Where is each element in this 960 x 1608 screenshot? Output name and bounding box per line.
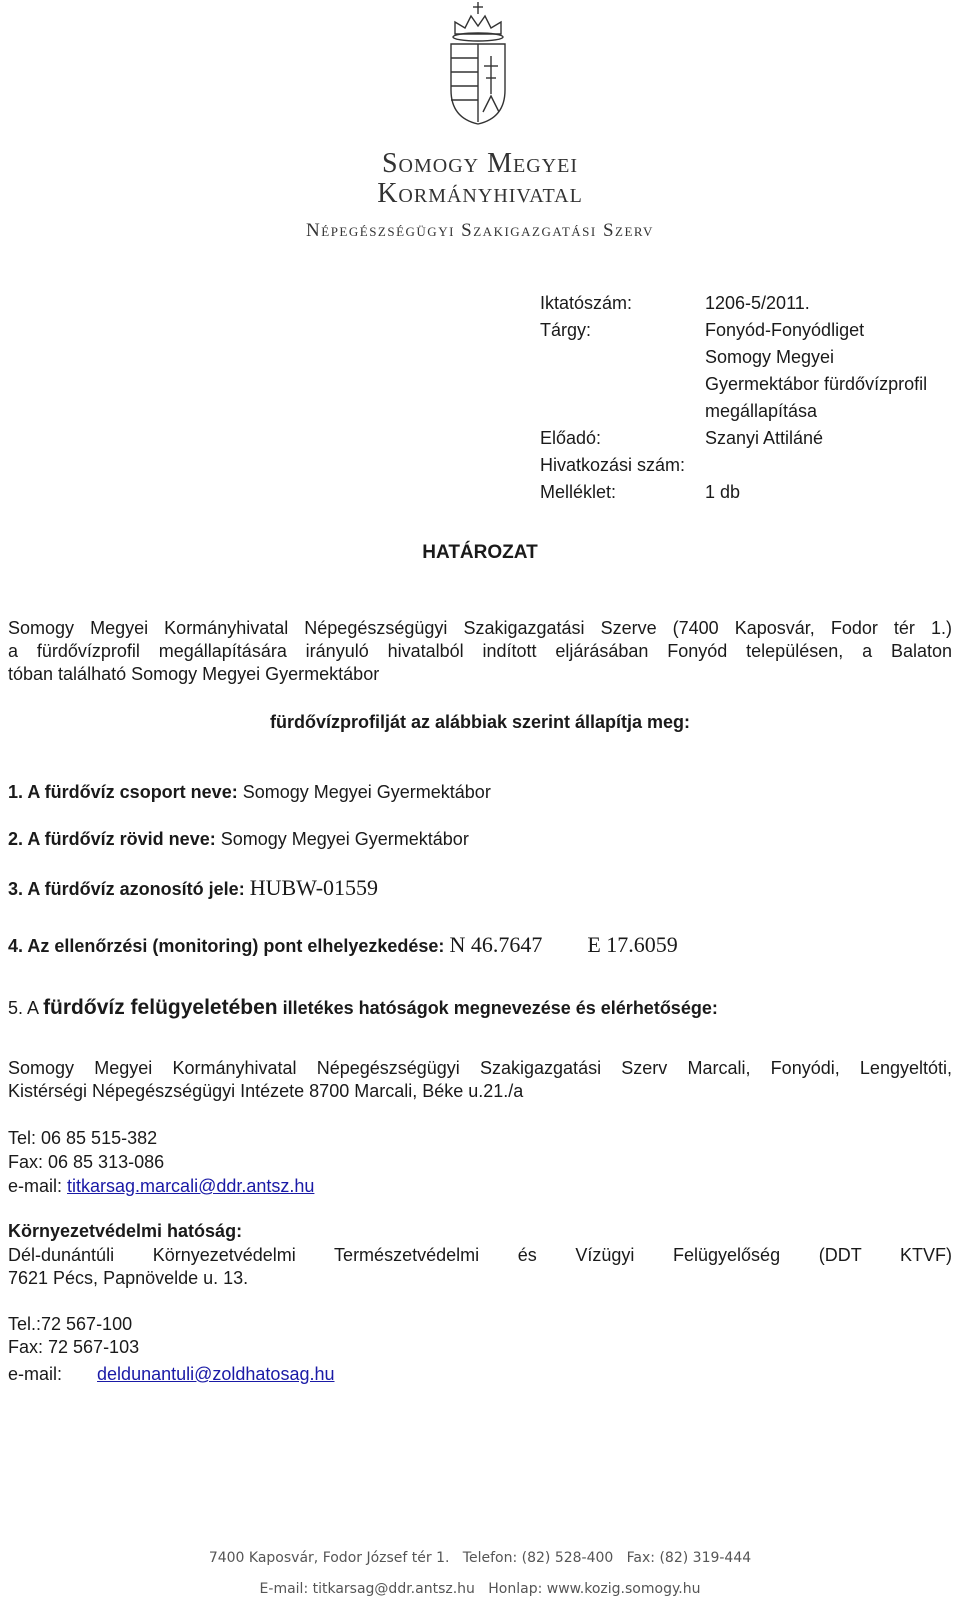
item-number: 5. A: [8, 998, 39, 1018]
meta-key: Iktatószám:: [540, 293, 633, 313]
authority2-tel: Tel.:72 567-100: [8, 1314, 133, 1334]
item-label: 3. A fürdővíz azonosító jele:: [8, 879, 245, 899]
meta-key: Hivatkozási szám:: [540, 455, 686, 475]
authority1-tel: Tel: 06 85 515-382: [8, 1128, 158, 1148]
authority1-fax: Fax: 06 85 313-086: [8, 1152, 165, 1172]
meta-key: Előadó:: [540, 428, 602, 448]
authority2-email-row: [8, 1363, 952, 1385]
coat-of-arms-icon: [443, 0, 513, 126]
coordinate-e: E 17.6059: [587, 932, 678, 957]
org-name-line1: Somogy Megyei: [381, 148, 578, 179]
item-label: 1. A fürdővíz csoport neve:: [8, 782, 238, 802]
authority2-heading: Környezetvédelmi hatóság:: [8, 1221, 243, 1241]
meta-row: [540, 317, 927, 344]
authority2-line2: 7621 Pécs, Papnövelde u. 13.: [8, 1268, 249, 1288]
subheading: fürdővízprofilját az alábbiak szerint állapítja meg:: [269, 712, 691, 732]
meta-row: [540, 452, 927, 479]
item-label: 4. Az ellenőrzési (monitoring) pont elhelyezkedése:: [8, 936, 445, 956]
meta-key: [540, 371, 705, 398]
meta-value: Somogy Megyei: [705, 347, 835, 367]
meta-row: [540, 290, 927, 317]
item-label: illetékes hatóságok megnevezése és elérhetősége:: [282, 998, 718, 1018]
meta-value: megállapítása: [705, 401, 818, 421]
item-3: [8, 875, 378, 901]
item-value: Somogy Megyei Gyermektábor: [220, 829, 469, 849]
meta-key: Melléklet:: [540, 482, 617, 502]
org-name-line2: Kormányhivatal: [377, 178, 583, 209]
meta-row: [540, 398, 927, 425]
authority2-line1: Dél-dunántúli Környezetvédelmi Természetvédelmi és Vízügyi Felügyelőség (DDT KTVF): [8, 1245, 952, 1265]
email-label: e-mail:: [8, 1176, 63, 1196]
meta-value: 1 db: [705, 482, 741, 502]
meta-row: [540, 344, 927, 371]
authority1-email-row: [8, 1175, 952, 1197]
footer-contact: E-mail: titkarsag@ddr.antsz.hu Honlap: www.kozig.somogy.hu: [259, 1581, 701, 1597]
meta-row: [540, 425, 927, 452]
authority1-line2: Kistérségi Népegészségügyi Intézete 8700 Marcali, Béke u.21./a: [8, 1081, 524, 1101]
intro-line-3: tóban található Somogy Megyei Gyermektábor: [8, 664, 380, 684]
meta-row: [540, 371, 927, 398]
org-department: Népegészségügyi Szakigazgatási Szerv: [306, 220, 654, 241]
meta-key: [540, 344, 705, 371]
authority2-email-link[interactable]: deldunantuli@zoldhatosag.hu: [97, 1364, 335, 1384]
item-1: [8, 782, 491, 803]
item-value: HUBW-01559: [249, 875, 379, 900]
intro-line-1: Somogy Megyei Kormányhivatal Népegészségügyi Szakigazgatási Szerve (7400 Kaposvár, Fodor tér 1.): [8, 618, 952, 638]
meta-value: Fonyód-Fonyódliget: [705, 320, 865, 340]
footer-address: 7400 Kaposvár, Fodor József tér 1. Telefon: (82) 528-400 Fax: (82) 319-444: [208, 1550, 752, 1566]
item-emphasis: fürdővíz felügyeletében: [43, 996, 278, 1019]
meta-key: [540, 398, 705, 425]
intro-line-2: a fürdővízprofil megállapítására irányuló hivatalból indított eljárásában Fonyód településen, a Balaton: [8, 641, 952, 661]
item-value: Somogy Megyei Gyermektábor: [242, 782, 491, 802]
authority1-line1: Somogy Megyei Kormányhivatal Népegészségügyi Szakigazgatási Szerv Marcali, Fonyódi, Lengyeltóti,: [8, 1058, 952, 1078]
meta-value: 1206-5/2011.: [705, 293, 810, 313]
document-title: HATÁROZAT: [422, 542, 538, 563]
meta-value: Szanyi Attiláné: [705, 428, 824, 448]
item-5: [8, 996, 718, 1020]
item-label: 2. A fürdővíz rövid neve:: [8, 829, 216, 849]
meta-value: Gyermektábor fürdővízprofil: [705, 374, 928, 394]
email-label: e-mail:: [8, 1364, 63, 1384]
meta-row: [540, 479, 927, 506]
authority1-email-link[interactable]: titkarsag.marcali@ddr.antsz.hu: [67, 1176, 315, 1196]
item-2: [8, 829, 469, 850]
authority2-fax: Fax: 72 567-103: [8, 1337, 140, 1357]
document-meta: [540, 290, 927, 506]
item-4: [8, 932, 678, 958]
coordinate-n: N 46.7647: [449, 932, 543, 957]
meta-key: Tárgy:: [540, 320, 592, 340]
